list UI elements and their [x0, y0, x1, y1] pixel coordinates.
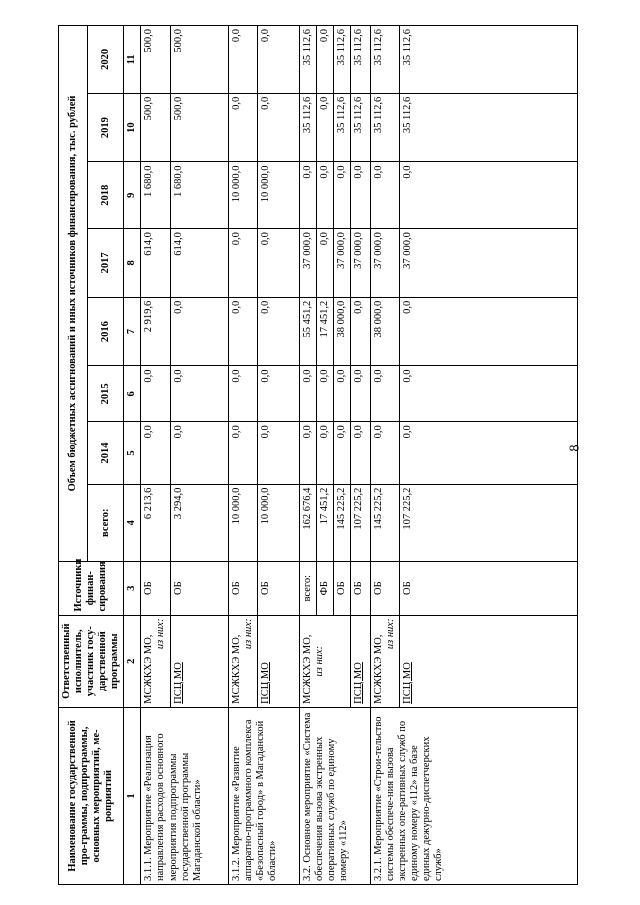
value-cell: 500,0 — [170, 93, 228, 162]
responsible-cell: ПСЦ МО — [350, 615, 370, 707]
value-cell: 35 112,6 — [370, 93, 399, 162]
value-cell: 500,0 — [170, 26, 228, 94]
row-name: 3.2.1. Мероприятие «Строи-тельство системы обеспече-ния вызова экстренных опе-ративных служб по единому номеру «112» на базе единых дежурно-диспетчерских служб» — [370, 707, 577, 884]
value-cell: 0,0 — [370, 422, 399, 484]
responsible-cell: ПСЦ МО — [170, 615, 228, 707]
source-cell: ФБ — [316, 561, 333, 615]
source-cell: всего: — [299, 561, 316, 615]
value-cell: 0,0 — [257, 229, 299, 298]
value-cell: 0,0 — [228, 422, 257, 484]
value-cell: 0,0 — [399, 422, 577, 484]
source-cell: ОБ — [257, 561, 299, 615]
value-cell: 0,0 — [228, 297, 257, 366]
value-cell: 10 000,0 — [228, 484, 257, 561]
value-cell: 0,0 — [141, 422, 170, 484]
value-cell: 0,0 — [141, 366, 170, 422]
value-cell: 35 112,6 — [370, 26, 399, 94]
value-cell: 0,0 — [170, 422, 228, 484]
header-year: 2018 — [88, 162, 124, 229]
value-cell: 35 112,6 — [350, 26, 370, 94]
value-cell: 0,0 — [333, 366, 350, 422]
responsible-cell: МСЖКХЭ МО, из них: — [370, 615, 399, 707]
source-cell: ОБ — [399, 561, 577, 615]
value-cell: 37 000,0 — [399, 229, 577, 298]
value-cell: 10 000,0 — [257, 484, 299, 561]
funding-table — [58, 25, 578, 885]
value-cell: 0,0 — [257, 366, 299, 422]
value-cell: 1 680,0 — [170, 162, 228, 229]
value-cell: 35 112,6 — [299, 93, 316, 162]
row-name: 3.1.2. Мероприятие «Развитие аппаратно-программного комплекса «Безопасный город» в Магаданской области» — [228, 707, 299, 884]
header-volume: Объем бюджетных ассигнований и иных источников финансирования, тыс. рублей — [59, 26, 88, 562]
value-cell: 55 451,2 — [299, 297, 316, 366]
value-cell: 162 676,4 — [299, 484, 316, 561]
value-cell: 37 000,0 — [350, 229, 370, 298]
index-cell: 9 — [124, 162, 141, 229]
value-cell: 10 000,0 — [228, 162, 257, 229]
value-cell: 0,0 — [257, 26, 299, 94]
value-cell: 0,0 — [316, 366, 333, 422]
value-cell: 0,0 — [316, 422, 333, 484]
value-cell: 0,0 — [316, 229, 333, 298]
index-cell: 6 — [124, 366, 141, 422]
header-year: 2014 — [88, 422, 124, 484]
index-cell: 2 — [124, 615, 141, 707]
value-cell: 0,0 — [316, 93, 333, 162]
value-cell: 0,0 — [299, 162, 316, 229]
index-cell: 8 — [124, 229, 141, 298]
value-cell: 0,0 — [228, 26, 257, 94]
value-cell: 614,0 — [141, 229, 170, 298]
header-year: 2016 — [88, 297, 124, 366]
value-cell: 35 112,6 — [399, 26, 577, 94]
value-cell: 35 112,6 — [299, 26, 316, 94]
value-cell: 0,0 — [299, 422, 316, 484]
value-cell: 17 451,2 — [316, 484, 333, 561]
header-total: всего: — [88, 484, 124, 561]
value-cell: 0,0 — [399, 162, 577, 229]
value-cell: 6 213,6 — [141, 484, 170, 561]
header-name: Наименование государственной про-граммы, подпрограммы, основных мероприятий, ме-роприятий — [59, 707, 124, 884]
value-cell: 0,0 — [257, 93, 299, 162]
value-cell: 0,0 — [228, 366, 257, 422]
header-responsible: Ответственный исполнитель, участник госу-дарственной программы — [59, 615, 124, 707]
value-cell: 35 112,6 — [399, 93, 577, 162]
value-cell: 35 112,6 — [350, 93, 370, 162]
value-cell: 0,0 — [370, 366, 399, 422]
index-cell: 7 — [124, 297, 141, 366]
index-cell: 4 — [124, 484, 141, 561]
value-cell: 0,0 — [370, 162, 399, 229]
source-cell: ОБ — [370, 561, 399, 615]
value-cell: 107 225,2 — [399, 484, 577, 561]
value-cell: 0,0 — [333, 422, 350, 484]
source-cell: ОБ — [141, 561, 170, 615]
value-cell: 0,0 — [228, 93, 257, 162]
value-cell: 107 225,2 — [350, 484, 370, 561]
value-cell: 145 225,2 — [370, 484, 399, 561]
value-cell: 17 451,2 — [316, 297, 333, 366]
responsible-cell: ПСЦ МО — [257, 615, 299, 707]
value-cell: 614,0 — [170, 229, 228, 298]
header-year: 2017 — [88, 229, 124, 298]
value-cell: 0,0 — [399, 297, 577, 366]
value-cell: 35 112,6 — [333, 26, 350, 94]
header-source: Источники финан-сирования — [59, 561, 124, 615]
source-cell: ОБ — [170, 561, 228, 615]
value-cell: 0,0 — [170, 366, 228, 422]
value-cell: 37 000,0 — [299, 229, 316, 298]
header-year: 2020 — [88, 26, 124, 94]
value-cell: 0,0 — [299, 366, 316, 422]
value-cell: 10 000,0 — [257, 162, 299, 229]
row-name: 3.2. Основное мероприятие «Система обеспечения вызова экстренных оперативных служб по единому номеру «112» — [299, 707, 370, 884]
value-cell: 37 000,0 — [370, 229, 399, 298]
header-year: 2015 — [88, 366, 124, 422]
value-cell: 0,0 — [228, 229, 257, 298]
header-year: 2019 — [88, 93, 124, 162]
responsible-cell: ПСЦ МО — [399, 615, 577, 707]
row-name: 3.1.1. Мероприятие «Реализация направления расходов основного мероприятия подпрограммы государственной программы Магаданской области» — [141, 707, 228, 884]
value-cell: 0,0 — [350, 297, 370, 366]
source-cell: ОБ — [333, 561, 350, 615]
index-cell: 5 — [124, 422, 141, 484]
value-cell: 0,0 — [316, 162, 333, 229]
value-cell: 0,0 — [350, 422, 370, 484]
value-cell: 0,0 — [333, 162, 350, 229]
value-cell: 145 225,2 — [333, 484, 350, 561]
responsible-cell: МСЖКХЭ МО, из них: — [299, 615, 350, 707]
index-cell: 3 — [124, 561, 141, 615]
responsible-cell: МСЖКХЭ МО, из них: — [228, 615, 257, 707]
value-cell: 500,0 — [141, 93, 170, 162]
index-cell: 10 — [124, 93, 141, 162]
source-cell: ОБ — [228, 561, 257, 615]
value-cell: 1 680,0 — [141, 162, 170, 229]
value-cell: 0,0 — [350, 366, 370, 422]
value-cell: 0,0 — [399, 366, 577, 422]
value-cell: 0,0 — [257, 422, 299, 484]
value-cell: 35 112,6 — [333, 93, 350, 162]
value-cell: 38 000,0 — [370, 297, 399, 366]
page-number: 8 — [567, 444, 583, 452]
value-cell: 0,0 — [350, 162, 370, 229]
value-cell: 3 294,0 — [170, 484, 228, 561]
responsible-cell: МСЖКХЭ МО, из них: — [141, 615, 170, 707]
value-cell: 0,0 — [170, 297, 228, 366]
source-cell: ОБ — [350, 561, 370, 615]
value-cell: 0,0 — [257, 297, 299, 366]
value-cell: 38 000,0 — [333, 297, 350, 366]
value-cell: 0,0 — [316, 26, 333, 94]
index-cell: 1 — [124, 707, 141, 884]
value-cell: 500,0 — [141, 26, 170, 94]
value-cell: 37 000,0 — [333, 229, 350, 298]
value-cell: 2 919,6 — [141, 297, 170, 366]
index-cell: 11 — [124, 26, 141, 94]
rotated-table-wrapper — [58, 25, 578, 885]
